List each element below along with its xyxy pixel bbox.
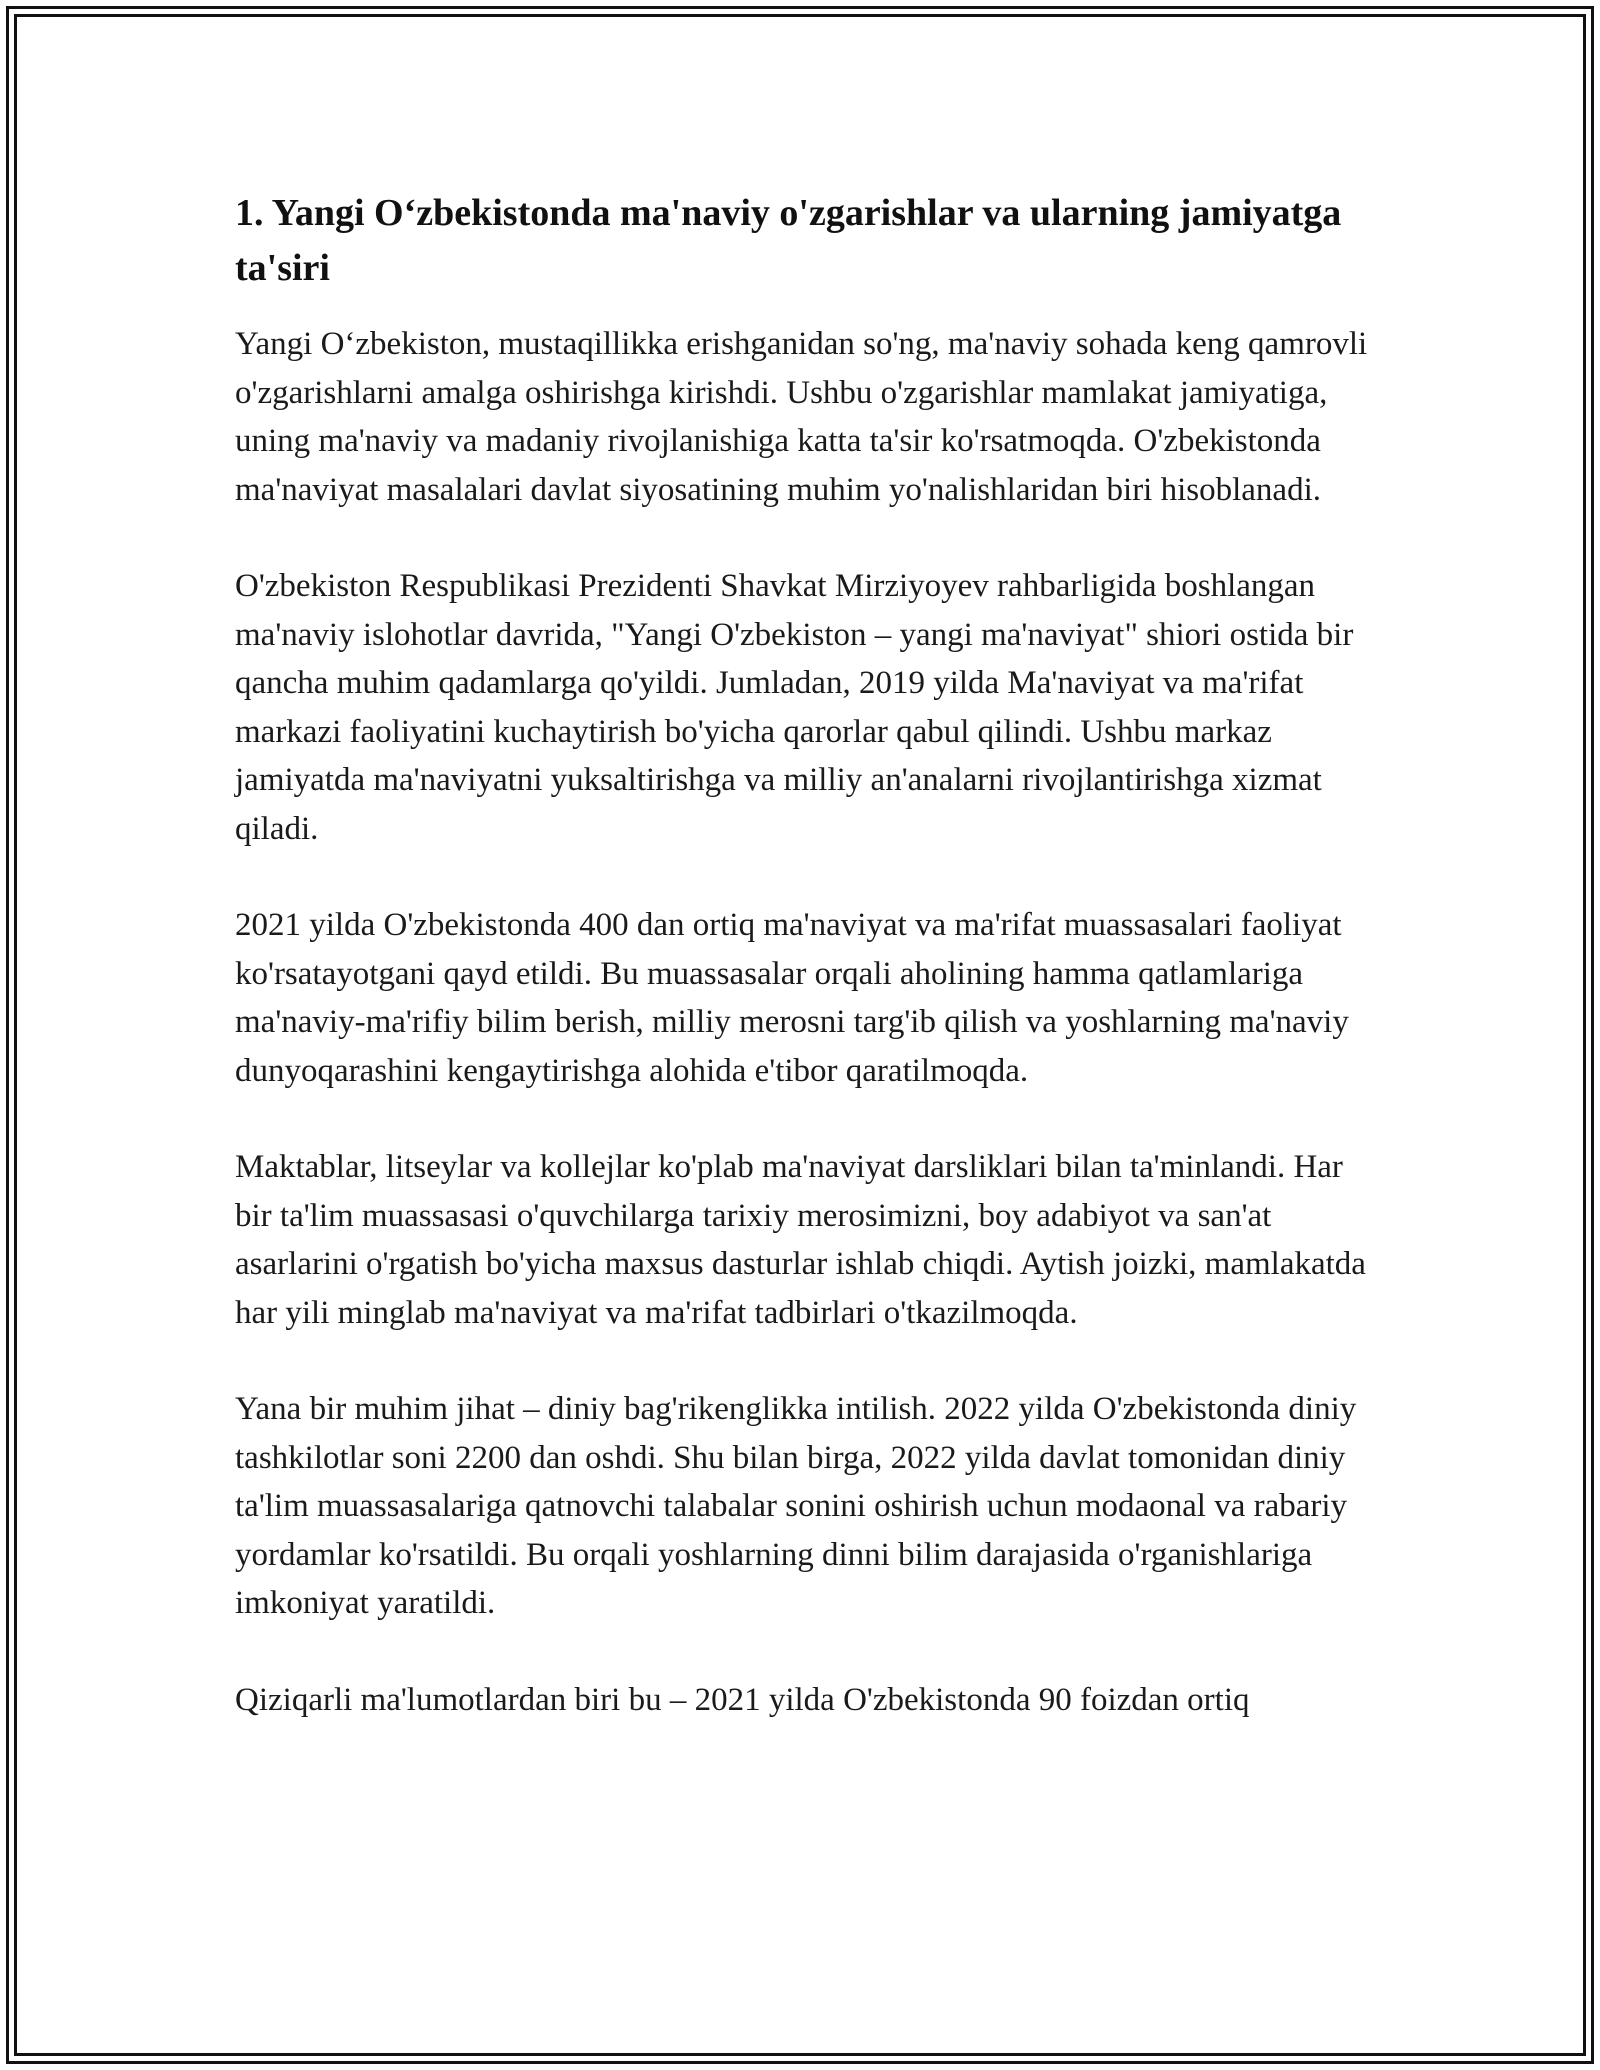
paragraph-4: Maktablar, litseylar va kollejlar ko'plab ma'naviyat darsliklari bilan ta'minlandi. Har bir ta'lim muassasasi o'quvchilarga tarixiy merosimizni, boy adabiyot va san'at asarlarini o'rgatish bo'yicha maxsus dasturlar ishlab chiqdi. Aytish joizki, mamlakatda har yili minglab ma'naviyat va ma'rifat tadbirlari o'tkazilmoqda. — [235, 1149, 1366, 1331]
paragraph-6: Qiziqarli ma'lumotlardan biri bu – 2021 yilda O'zbekistonda 90 foizdan ortiq — [235, 1681, 1250, 1718]
document-title: 1. Yangi O‘zbekistonda ma'naviy o'zgarishlar va ularning jamiyatga ta'siri — [235, 192, 1342, 289]
document-body — [235, 186, 1375, 1724]
paragraph-3: 2021 yilda O'zbekistonda 400 dan ortiq ma'naviyat va ma'rifat muassasalari faoliyat ko'rsatayotgani qayd etildi. Bu muassasalar orqali aholining hamma qatlamlariga ma'naviy-ma'rifiy bilim berish, milliy merosni targ'ib qilish va yoshlarning ma'naviy dunyoqarashini kengaytirishga alohida e'tibor qaratilmoqda. — [235, 907, 1349, 1089]
paragraph-1: Yangi O‘zbekiston, mustaqillikka erishganidan so'ng, ma'naviy sohada keng qamrovli o'zgarishlarni amalga oshirishga kirishdi. Ushbu o'zgarishlar mamlakat jamiyatiga, uning ma'naviy va madaniy rivojlanishiga katta ta'sir ko'rsatmoqda. O'zbekistonda ma'naviyat masalalari davlat siyosatining muhim yo'nalishlaridan biri hisoblanadi. — [235, 326, 1368, 508]
paragraph-5: Yana bir muhim jihat – diniy bag'rikenglikka intilish. 2022 yilda O'zbekistonda diniy tashkilotlar soni 2200 dan oshdi. Shu bilan birga, 2022 yilda davlat tomonidan diniy ta'lim muassasalariga qatnovchi talabalar sonini oshirish uchun modaonal va rabariy yordamlar ko'rsatildi. Bu orqali yoshlarning dinni bilim darajasida o'rganishlariga imkoniyat yaratildi. — [235, 1391, 1357, 1621]
paragraph-2: O'zbekiston Respublikasi Prezidenti Shavkat Mirziyoyev rahbarligida boshlangan ma'naviy islohotlar davrida, "Yangi O'zbekiston – yangi ma'naviyat" shiori ostida bir qancha muhim qadamlarga qo'yildi. Jumladan, 2019 yilda Ma'naviyat va ma'rifat markazi faoliyatini kuchaytirish bo'yicha qarorlar qabul qilindi. Ushbu markaz jamiyatda ma'naviyatni yuksaltirishga va milliy an'analarni rivojlantirishga xizmat qiladi. — [235, 568, 1354, 847]
